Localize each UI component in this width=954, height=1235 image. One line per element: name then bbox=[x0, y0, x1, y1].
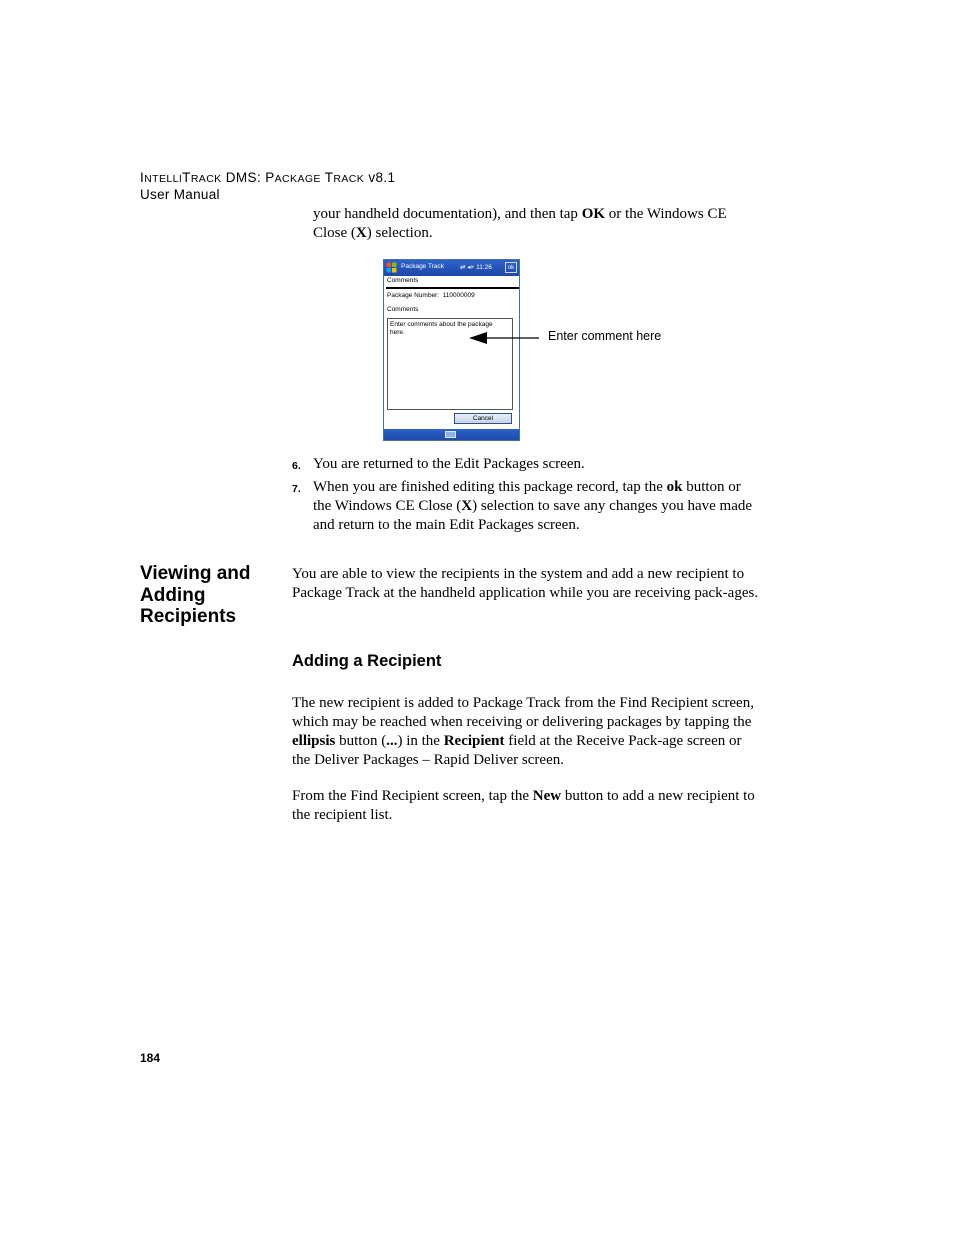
step-text: When you are finished editing this package record, tap the ok button or the Windows CE Close (X) selection to save any changes you have made and return to the main Edit Packages screen. bbox=[313, 479, 753, 533]
device-cancel-button[interactable]: Cancel bbox=[454, 413, 512, 424]
body-paragraph: The new recipient is added to Package Track from the Find Recipient screen, which may be reached when receiving or delivering packages by tapping the ellipsis button (...) in the Recipient field at the Receive Pack-age screen or the Deliver Packages – Rapid Deliver screen. bbox=[292, 695, 754, 768]
device-screenshot bbox=[383, 259, 520, 441]
device-titlebar bbox=[384, 260, 519, 276]
device-comments-label: Comments bbox=[387, 306, 419, 313]
device-ok-button[interactable]: ok bbox=[505, 262, 517, 273]
section-paragraph: You are able to view the recipients in the system and add a new recipient to Package Track at the handheld application while you are receiving pack-ages. bbox=[292, 566, 759, 601]
device-app-title: Package Track bbox=[401, 263, 444, 270]
device-status-icons: ⇄ ◂× 11:26 bbox=[460, 264, 492, 271]
device-tab-divider bbox=[386, 287, 520, 289]
section-heading: Viewing and Adding Recipients bbox=[140, 563, 251, 627]
callout-arrow-icon bbox=[467, 329, 541, 347]
running-header-subtitle: User Manual bbox=[140, 187, 220, 202]
device-bottom-bar bbox=[384, 429, 519, 441]
step-number: 6. bbox=[292, 460, 301, 472]
body-paragraph: From the Find Recipient screen, tap the New button to add a new recipient to the recipient list. bbox=[292, 788, 755, 823]
subsection-heading: Adding a Recipient bbox=[292, 652, 442, 670]
step-text: You are returned to the Edit Packages screen. bbox=[313, 456, 585, 472]
step-number: 7. bbox=[292, 483, 301, 495]
windows-start-icon bbox=[386, 262, 397, 273]
page-number: 184 bbox=[140, 1051, 161, 1065]
device-comments-value: Enter comments about the package here. bbox=[390, 321, 493, 336]
callout-label: Enter comment here bbox=[548, 329, 662, 343]
device-tab-comments[interactable]: Comments bbox=[387, 277, 419, 284]
running-header-title: INTELLITRACK DMS: PACKAGE TRACK v8.1 bbox=[140, 170, 396, 185]
keyboard-icon[interactable] bbox=[445, 431, 456, 438]
device-package-number: Package Number: 110000009 bbox=[387, 292, 475, 299]
intro-paragraph: your handheld documentation), and then tap OK or the Windows CE Close (X) selection. bbox=[313, 206, 727, 241]
